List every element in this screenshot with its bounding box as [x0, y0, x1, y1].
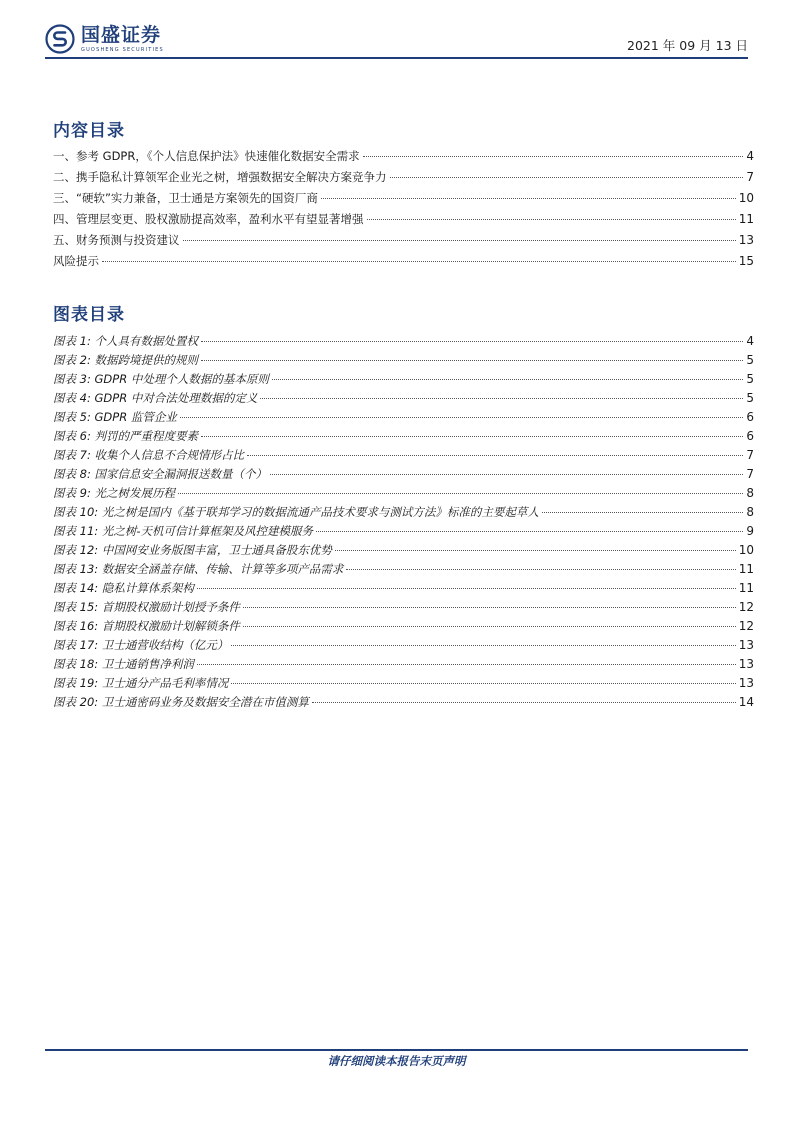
report-date: 2021 年 09 月 13 日 [627, 38, 748, 53]
figure-entry-label: 图表 4: GDPR 中对合法处理数据的定义 [53, 391, 258, 405]
dot-leader [201, 341, 743, 342]
dot-leader [197, 664, 736, 665]
contents-title: 内容目录 [53, 121, 125, 141]
figure-entry-page: 5 [746, 353, 754, 367]
figure-entry-label: 图表 19: 卫士通分产品毛利率情况 [53, 676, 229, 690]
figure-entry-label: 图表 15: 首期股权激励计划授予条件 [53, 600, 240, 614]
figure-entry-page: 12 [738, 619, 754, 633]
dot-leader [321, 198, 736, 199]
figure-entry-label: 图表 9: 光之树发展历程 [53, 486, 176, 500]
figure-entry[interactable] [53, 352, 754, 371]
figure-entry[interactable] [53, 523, 754, 542]
footer-divider [45, 1049, 748, 1051]
dot-leader [231, 645, 735, 646]
figure-entry[interactable] [53, 675, 754, 694]
figure-entry-label: 图表 3: GDPR 中处理个人数据的基本原则 [53, 372, 269, 386]
figure-entry-page: 6 [746, 429, 754, 443]
dot-leader [197, 588, 736, 589]
figure-entry-page: 13 [738, 657, 754, 671]
dot-leader [231, 683, 735, 684]
figure-entry-label: 图表 17: 卫士通营收结构（亿元） [53, 638, 229, 652]
dot-leader [201, 436, 743, 437]
figure-entry[interactable] [53, 485, 754, 504]
dot-leader [316, 531, 743, 532]
figure-entry[interactable] [53, 371, 754, 390]
dot-leader [178, 493, 743, 494]
figure-entry-label: 图表 1: 个人具有数据处置权 [53, 334, 199, 348]
dot-leader [363, 156, 744, 157]
figure-entry-page: 11 [738, 562, 754, 576]
company-logo [45, 20, 164, 58]
figure-entry-page: 9 [746, 524, 754, 538]
dot-leader [270, 474, 743, 475]
contents-entry-label: 五、财务预测与投资建议 [53, 233, 180, 247]
figure-entry[interactable] [53, 580, 754, 599]
figure-entry-page: 10 [738, 543, 754, 557]
figure-entry-page: 5 [746, 372, 754, 386]
dot-leader [367, 219, 736, 220]
contents-entry[interactable] [53, 148, 754, 169]
logo-mark-icon [45, 24, 75, 54]
dot-leader [260, 398, 743, 399]
figure-entry[interactable] [53, 409, 754, 428]
dot-leader [243, 626, 736, 627]
contents-entry-label: 四、管理层变更、股权激励提高效率，盈利水平有望显著增强 [53, 212, 364, 226]
figure-entry-label: 图表 2: 数据跨境提供的规则 [53, 353, 199, 367]
logo-english-name: GUOSHENG SECURITIES [81, 46, 164, 53]
figure-entry[interactable] [53, 637, 754, 656]
figure-entry[interactable] [53, 466, 754, 485]
dot-leader [542, 512, 744, 513]
figure-entry-label: 图表 12: 中国网安业务版图丰富，卫士通具备股东优势 [53, 543, 332, 557]
figure-entry-label: 图表 10: 光之树是国内《基于联邦学习的数据流通产品技术要求与测试方法》标准的主要起草人 [53, 505, 539, 519]
figure-entry-page: 13 [738, 676, 754, 690]
figure-entry[interactable] [53, 447, 754, 466]
figure-entry-label: 图表 5: GDPR 监管企业 [53, 410, 177, 424]
dot-leader [312, 702, 736, 703]
figures-list [53, 333, 754, 713]
figure-entry-page: 4 [746, 334, 754, 348]
figure-entry-page: 11 [738, 581, 754, 595]
dot-leader [346, 569, 735, 570]
dot-leader [201, 360, 743, 361]
figure-entry-label: 图表 14: 隐私计算体系架构 [53, 581, 194, 595]
contents-entry-label: 三、“硬软”实力兼备，卫士通是方案领先的国资厂商 [53, 191, 318, 205]
contents-entry[interactable] [53, 190, 754, 211]
contents-entry[interactable] [53, 169, 754, 190]
figure-entry[interactable] [53, 542, 754, 561]
contents-entry-page: 10 [738, 191, 754, 205]
header-divider [45, 57, 748, 59]
figure-entry-label: 图表 16: 首期股权激励计划解锁条件 [53, 619, 240, 633]
figure-entry[interactable] [53, 333, 754, 352]
footer-disclaimer: 请仔细阅读本报告末页声明 [327, 1054, 466, 1068]
figure-entry-label: 图表 18: 卫士通销售净利润 [53, 657, 194, 671]
figure-entry-page: 8 [746, 486, 754, 500]
contents-entry[interactable] [53, 253, 754, 274]
figure-entry-page: 5 [746, 391, 754, 405]
contents-entry[interactable] [53, 232, 754, 253]
logo-chinese-name: 国盛证券 [81, 23, 162, 46]
figure-entry-page: 7 [746, 467, 754, 481]
contents-entry-page: 11 [738, 212, 754, 226]
figure-entry-label: 图表 6: 判罚的严重程度要素 [53, 429, 199, 443]
figure-entry[interactable] [53, 694, 754, 713]
figure-entry-label: 图表 7: 收集个人信息不合规情形占比 [53, 448, 245, 462]
figure-entry-page: 13 [738, 638, 754, 652]
figure-entry[interactable] [53, 656, 754, 675]
figure-entry-page: 12 [738, 600, 754, 614]
figure-entry[interactable] [53, 504, 754, 523]
contents-entry[interactable] [53, 211, 754, 232]
dot-leader [183, 240, 736, 241]
dot-leader [102, 261, 736, 262]
contents-entry-page: 7 [746, 170, 754, 184]
dot-leader [243, 607, 736, 608]
figure-entry[interactable] [53, 561, 754, 580]
contents-entry-page: 15 [738, 254, 754, 268]
page-header [45, 20, 748, 58]
figure-entry[interactable] [53, 428, 754, 447]
dot-leader [335, 550, 736, 551]
contents-entry-label: 风险提示 [53, 254, 99, 268]
figure-entry-page: 6 [746, 410, 754, 424]
contents-list [53, 148, 754, 274]
figure-entry-page: 7 [746, 448, 754, 462]
contents-entry-label: 二、携手隐私计算领军企业光之树，增强数据安全解决方案竞争力 [53, 170, 387, 184]
figure-entry-label: 图表 13: 数据安全涵盖存储、传输、计算等多项产品需求 [53, 562, 344, 576]
contents-entry-label: 一、参考 GDPR，《个人信息保护法》快速催化数据安全需求 [53, 149, 360, 163]
figure-entry-page: 14 [738, 695, 754, 709]
figure-entry[interactable] [53, 599, 754, 618]
dot-leader [180, 417, 744, 418]
figure-entry-page: 8 [746, 505, 754, 519]
contents-entry-page: 4 [746, 149, 754, 163]
figure-entry-label: 图表 11: 光之树-天机可信计算框架及风控建模服务 [53, 524, 313, 538]
figure-entry[interactable] [53, 618, 754, 637]
dot-leader [390, 177, 744, 178]
contents-entry-page: 13 [738, 233, 754, 247]
dot-leader [272, 379, 744, 380]
figure-entry-label: 图表 8: 国家信息安全漏洞报送数量（个） [53, 467, 268, 481]
figure-entry[interactable] [53, 390, 754, 409]
figure-entry-label: 图表 20: 卫士通密码业务及数据安全潜在市值测算 [53, 695, 309, 709]
dot-leader [247, 455, 743, 456]
figures-title: 图表目录 [53, 305, 125, 325]
